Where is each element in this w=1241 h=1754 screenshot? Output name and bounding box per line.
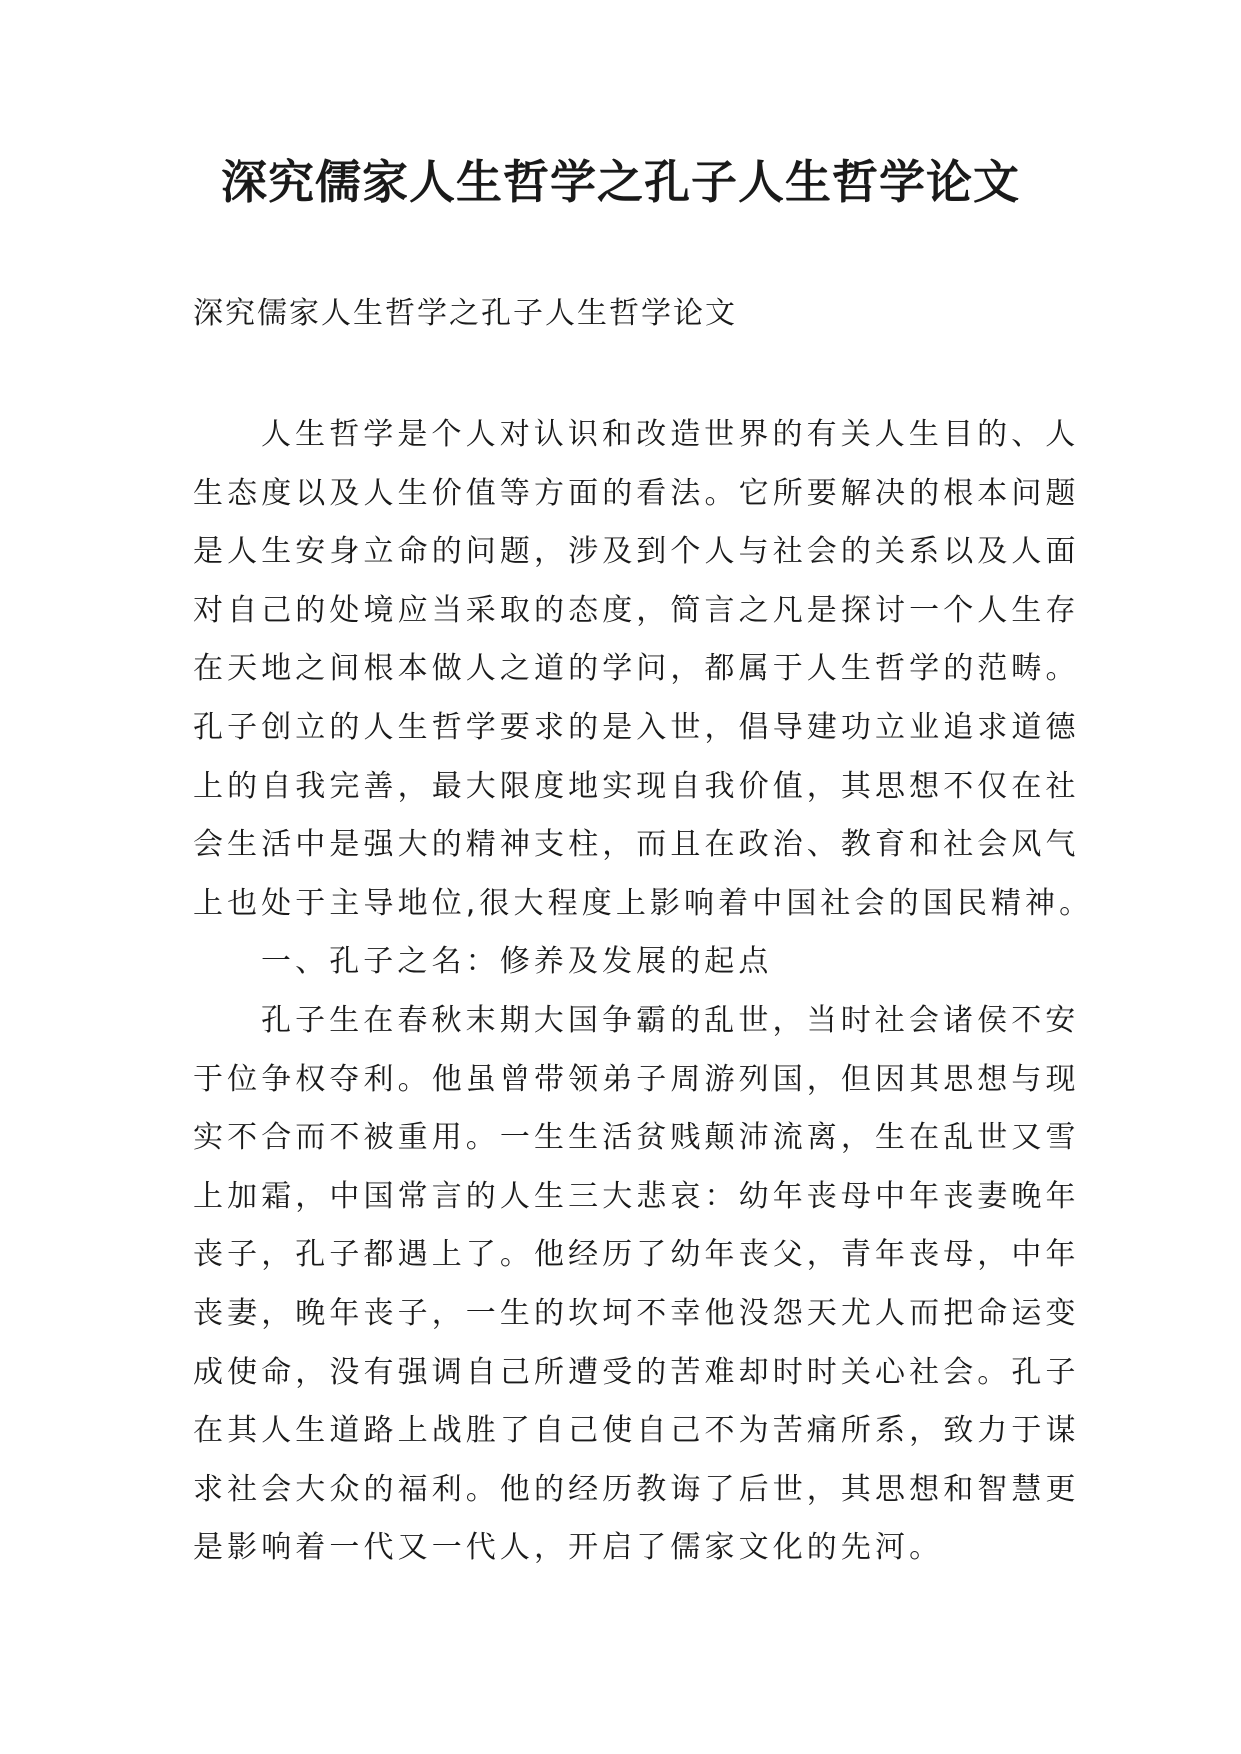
text-line: 上加霜，中国常言的人生三大悲哀：幼年丧母中年丧妻晚年 — [193, 1178, 1080, 1214]
text-line: 丧妻，晚年丧子，一生的坎坷不幸他没怨天尤人而把命运变 — [193, 1295, 1080, 1331]
text-line: 生态度以及人生价值等方面的看法。它所要解决的根本问题 — [193, 475, 1080, 511]
document-title: 深究儒家人生哲学之孔子人生哲学论文 — [221, 155, 1020, 209]
body-text — [193, 406, 1094, 1578]
text-line: 求社会大众的福利。他的经历教诲了后世，其思想和智慧更 — [193, 1471, 1080, 1507]
text-line: 会生活中是强大的精神支柱，而且在政治、教育和社会风气 — [193, 827, 1080, 863]
text-line: 人生哲学是个人对认识和改造世界的有关人生目的、人 — [261, 417, 1080, 452]
text-line: 孔子创立的人生哲学要求的是入世，倡导建功立业追求道德 — [193, 709, 1080, 745]
text-line: 于位争权夺利。他虽曾带领弟子周游列国，但因其思想与现 — [193, 1061, 1080, 1097]
text-line: 对自己的处境应当采取的态度，简言之凡是探讨一个人生存 — [193, 592, 1080, 628]
text-line: 上的自我完善，最大限度地实现自我价值，其思想不仅在社 — [193, 768, 1080, 804]
text-line: 上也处于主导地位,很大程度上影响着中国社会的国民精神。 — [193, 885, 1094, 921]
section-heading: 一、孔子之名：修养及发展的起点 — [261, 944, 773, 980]
text-line: 丧子，孔子都遇上了。他经历了幼年丧父，青年丧母，中年 — [193, 1237, 1080, 1273]
text-line: 成使命，没有强调自己所遭受的苦难却时时关心社会。孔子 — [193, 1354, 1080, 1390]
text-line: 是人生安身立命的问题，涉及到个人与社会的关系以及人面 — [193, 534, 1080, 570]
text-line: 在天地之间根本做人之道的学问，都属于人生哲学的范畴。 — [193, 651, 1080, 687]
text-line: 孔子生在春秋末期大国争霸的乱世，当时社会诸侯不安 — [261, 1002, 1080, 1038]
document-subtitle: 深究儒家人生哲学之孔子人生哲学论文 — [193, 296, 737, 331]
text-line: 是影响着一代又一代人，开启了儒家文化的先河。 — [193, 1530, 944, 1566]
text-line: 实不合而不被重用。一生生活贫贱颠沛流离，生在乱世又雪 — [193, 1120, 1080, 1156]
text-line: 在其人生道路上战胜了自己使自己不为苦痛所系，致力于谋 — [193, 1413, 1080, 1449]
